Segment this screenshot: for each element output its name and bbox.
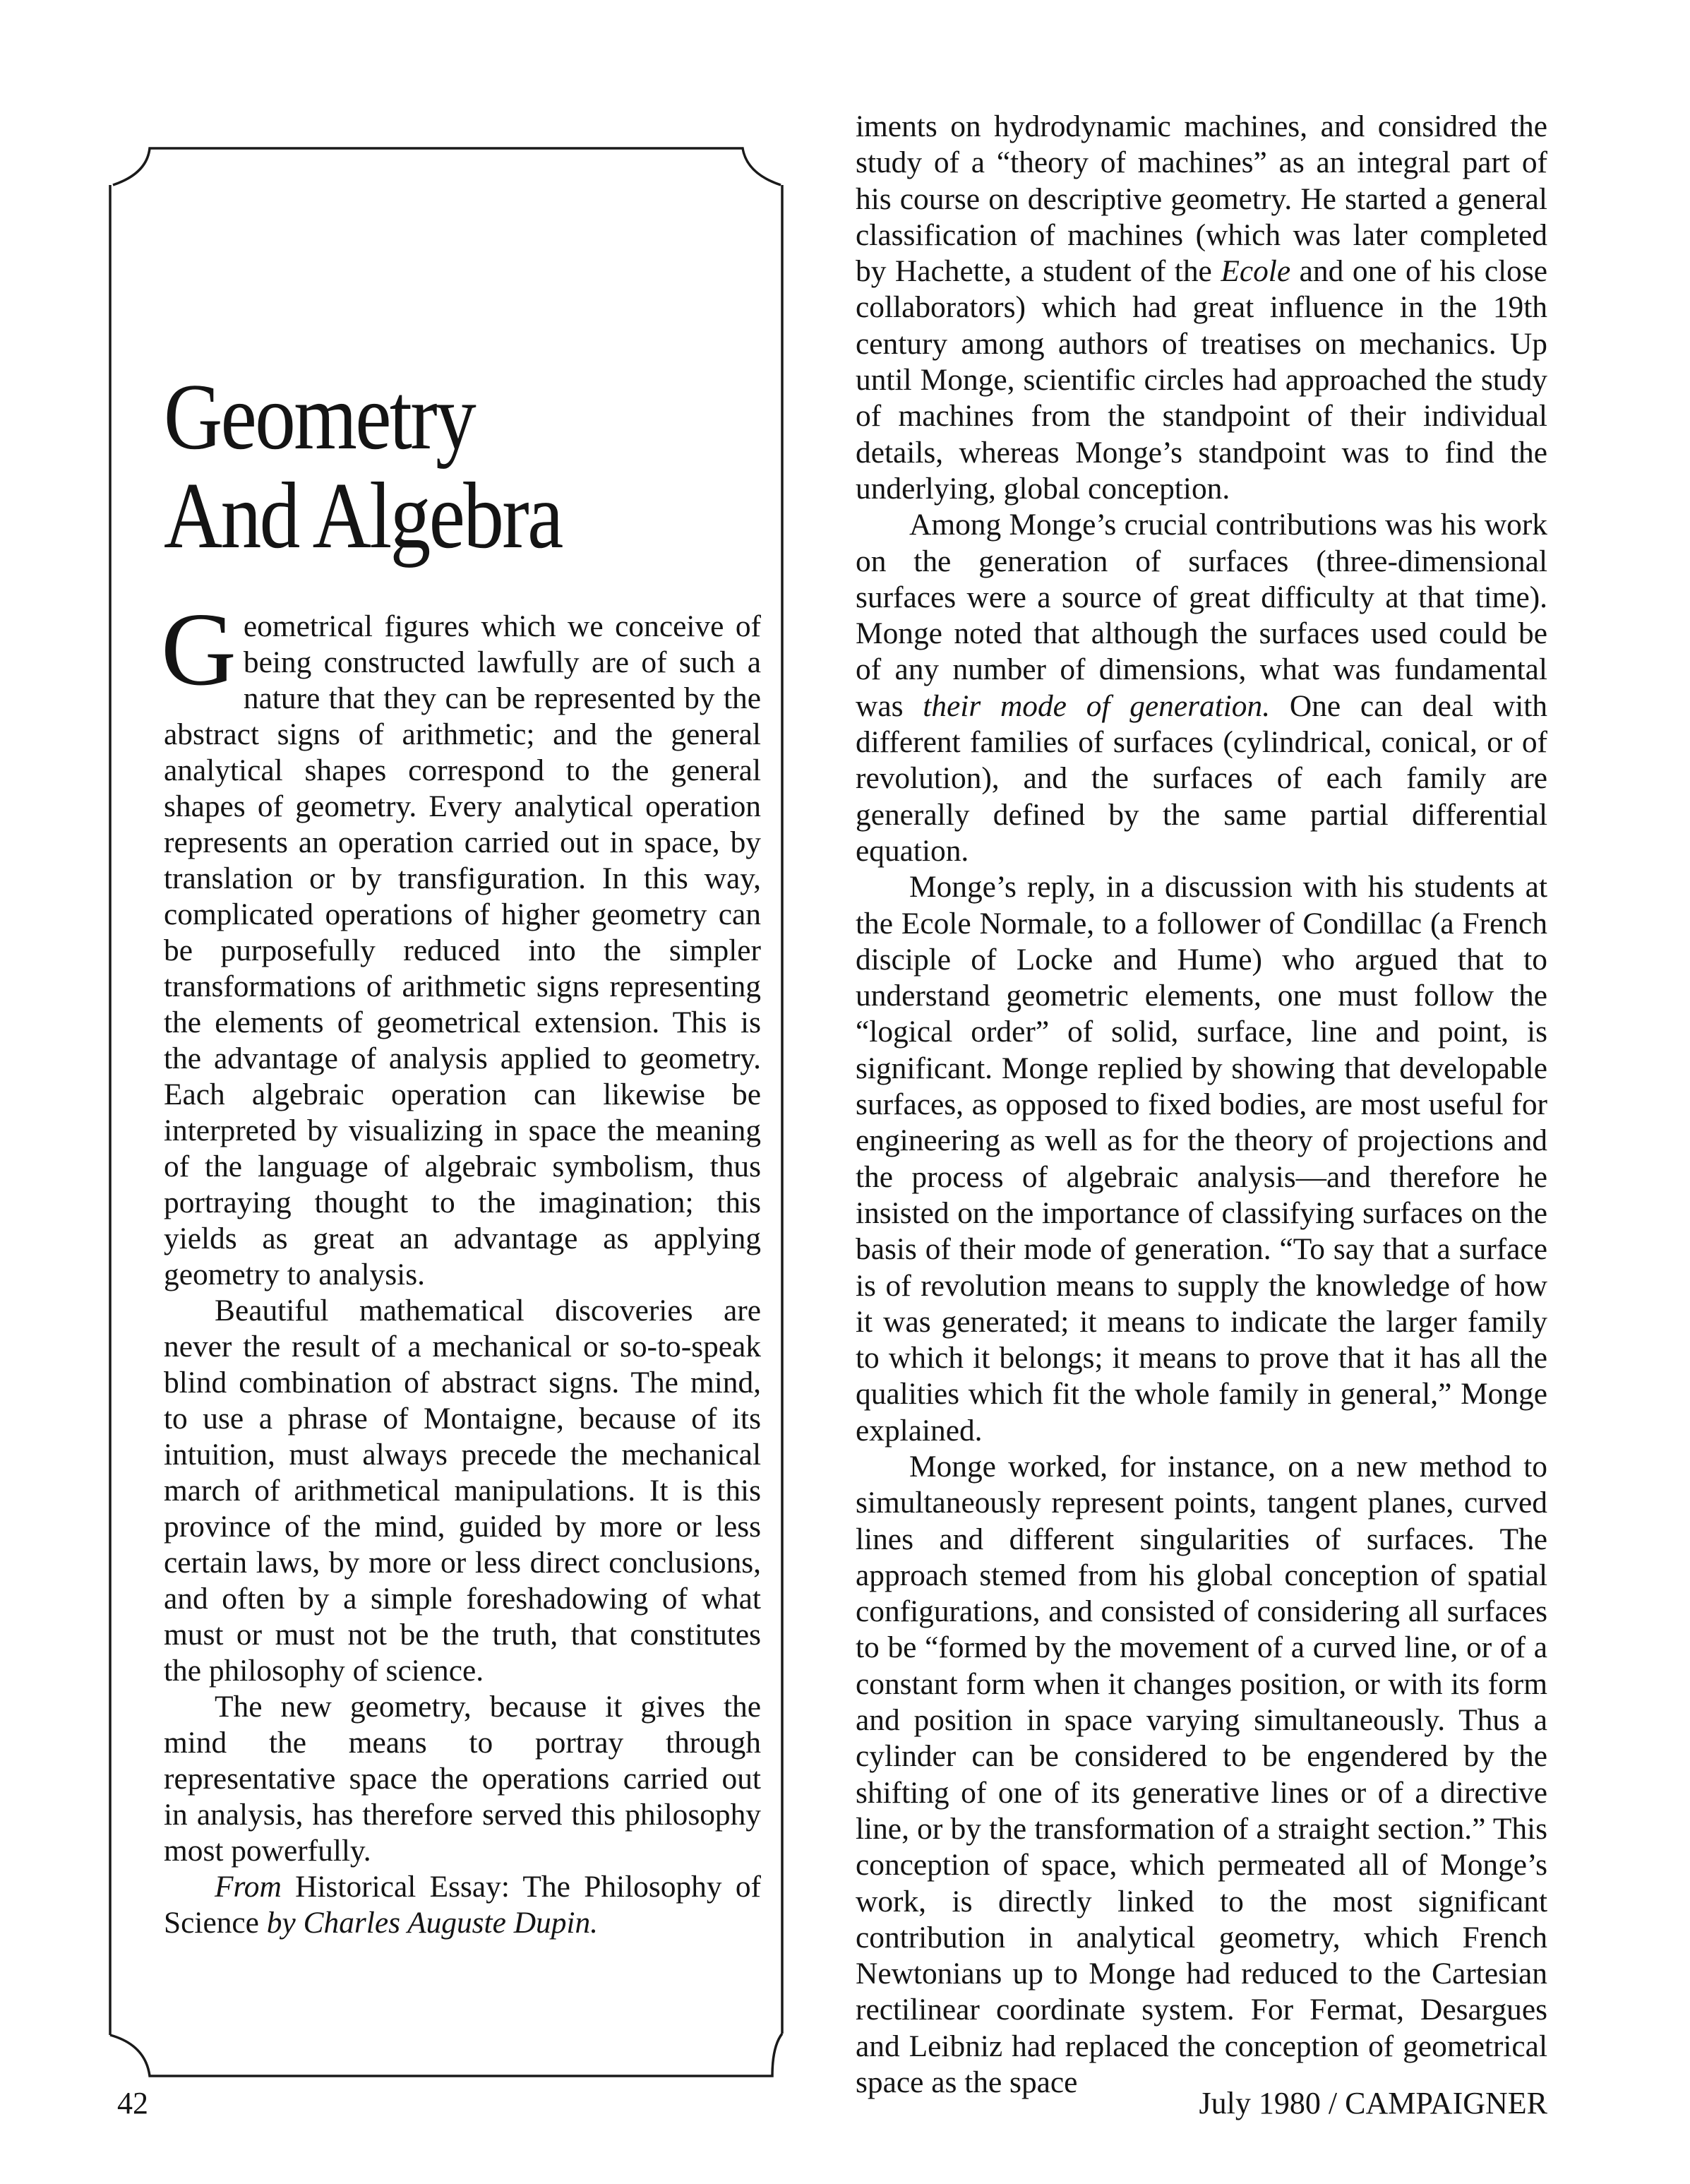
- article-paragraph-2-end: One can deal with different families of surfaces (cylindrical, conical, or of revolution), and the surfaces of each family are generally defined by the same partial differential equation.: [856, 688, 1548, 868]
- sidebar-credit: [164, 1869, 761, 1941]
- sidebar-paragraph-2: Beautiful mathematical discoveries are never the result of a mechanical or so-to-speak blind combination of abstract signs. The mind, to use a phrase of Montaigne, because of its intuition, must always precede the mechanical march of arithmetical manipulations. It is this province of the mind, guided by more or less certain laws, by more or less direct conclusions, and often by a simple foreshadowing of what must or must not be the truth, that constitutes the philosophy of science.: [164, 1294, 761, 1688]
- article-paragraph-4: Monge worked, for instance, on a new method to simultaneously represent points, tangent planes, curved lines and different singularities of surfaces. The approach stemed from his global conception of spatial configurations, and consisted of considering all surfaces to be “formed by the movement of a curved line, or of a constant form when it changes position, or with its form and position in space varying simultaneously. Thus a cylinder can be considered to be engendered by the shifting of one of its generative lines or of a directive line, or by the transformation of a straight section.” This conception of space, which permeated all of Monge’s work, is directly linked to the most significant contribution in analytical geometry, which French Newtonians up to Monge had reduced to the Cartesian rectilinear coordinate system. For Fermat, Desargues and Leibniz had replaced the conception of geometrical space as the space: [856, 1449, 1547, 2100]
- article-ecole-italic: Ecole: [1221, 254, 1291, 289]
- article-paragraph-2: [856, 507, 1547, 869]
- sidebar-title-line-1: Geometry: [164, 364, 475, 469]
- credit-work: Historical Essay: The Philosophy of Science: [164, 1870, 761, 1940]
- issue-line: July 1980 / CAMPAIGNER: [1199, 2086, 1547, 2120]
- sidebar-title-line-2: And Algebra: [164, 463, 562, 568]
- article-paragraph-2-start: Among Monge’s crucial contributions was his work on the generation of surfaces (three-dimensional surfaces were a source of great difficulty at that time). Monge noted that although the surfaces used could be of any number of dimensions, what was fundamental was: [856, 508, 1547, 723]
- page-number: 42: [117, 2086, 148, 2120]
- sidebar-paragraph-1-text: eometrical figures which we conceive of being constructed lawfully are of such a nature that they can be represented by the abstract signs of arithmetic; and the general analytical shapes correspond to the general shapes of geometry. Every analytical operation represents an operation carried out in space, by translation or by transfiguration. In this way, complicated operations of higher geometry can be purposefully reduced into the simpler transformations of arithmetic signs representing the elements of geometrical extension. This is the advantage of analysis applied to geometry. Each algebraic operation can likewise be interpreted by visualizing in space the meaning of the language of algebraic symbolism, thus portraying thought to the imagination; this yields as great an advantage as applying geometry to analysis.: [164, 609, 761, 1291]
- sidebar-body: [161, 592, 761, 1941]
- article-column: [856, 109, 1547, 2101]
- sidebar-paragraph-3: The new geometry, because it gives the mind the means to portray through representative space the operations carried out in analysis, has therefore served this philosophy most powerfully.: [164, 1690, 761, 1868]
- sidebar-paragraph-1: [161, 592, 761, 1293]
- sidebar-box: [161, 364, 761, 1941]
- article-paragraph-3: Monge’s reply, in a discussion with his students at the Ecole Normale, to a follower of Condillac (a French disciple of Locke and Hume) who argued that to understand geometric elements, one must follow the “logical order” of solid, surface, line and point, is significant. Monge replied by showing that developable surfaces, as opposed to fixed bodies, are most useful for engineering as well as for the theory of projections and the process of algebraic analysis—and therefore he insisted on the importance of classifying surfaces on the basis of their mode of generation. “To say that a surface is of revolution means to supply the knowledge of how it was generated; it means to indicate the larger family to which it belongs; it means to prove that it has all the qualities which fit the whole family in general,” Monge explained.: [856, 870, 1547, 1448]
- article-mode-italic: their mode of generation.: [923, 688, 1271, 723]
- drop-cap: G: [161, 592, 236, 708]
- article-paragraph-1-start: iments on hydrodynamic machines, and considred the study of a “theory of machines” as an integral part of his course on descriptive geometry. He started a general classification of machines (which was later completed by Hachette, a student of the: [856, 109, 1547, 289]
- credit-from: From: [215, 1870, 282, 1904]
- article-paragraph-1-end: and one of his close collaborators) which had great influence in the 19th century among authors of treatises on mechanics. Up until Monge, scientific circles had approached the study of machines from the standpoint of their individual details, whereas Monge’s standpoint was to find the underlying, global conception.: [856, 254, 1547, 506]
- article-paragraph-1: [856, 109, 1547, 507]
- sidebar-title: [164, 364, 771, 568]
- credit-author: by Charles Auguste Dupin.: [266, 1906, 599, 1940]
